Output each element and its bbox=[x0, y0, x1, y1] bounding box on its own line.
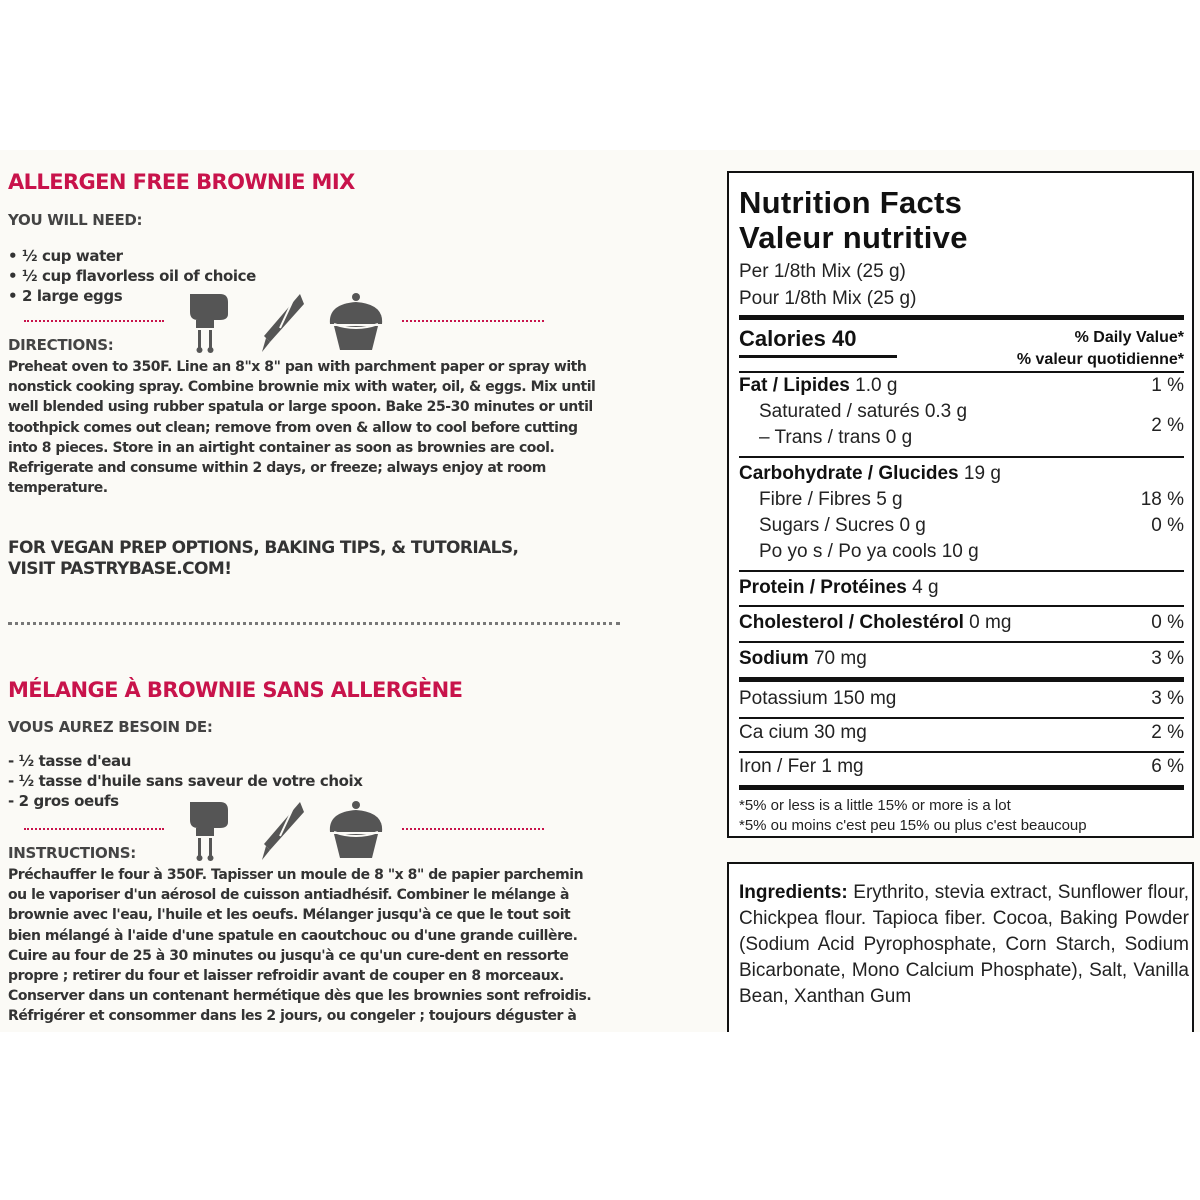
pink-dotted-divider bbox=[402, 320, 544, 322]
hand-mixer-icon bbox=[184, 798, 230, 862]
nutrient-row-saturated: Saturated / saturés 0.3 g 2 % bbox=[759, 401, 1184, 436]
nutrient-row-sodium: Sodium 70 mg 3 % bbox=[739, 648, 1184, 669]
calories-underline bbox=[739, 355, 897, 358]
nutrient-row-sugars: Sugars / Sucres 0 g 0 % bbox=[759, 515, 1184, 536]
nutrient-row-potassium: Potassium 150 mg 3 % bbox=[739, 688, 1184, 709]
piping-bag-icon bbox=[260, 798, 304, 862]
serving-size-fr: Pour 1/8th Mix (25 g) bbox=[739, 288, 917, 309]
thick-rule bbox=[739, 785, 1184, 790]
you-will-need-heading: YOU WILL NEED: bbox=[8, 211, 143, 229]
footnote-fr: *5% ou moins c'est peu 15% ou plus c'est beaucoup bbox=[739, 817, 1087, 834]
thick-rule bbox=[739, 677, 1184, 682]
list-item: - ½ tasse d'eau bbox=[8, 752, 132, 770]
list-item: • 2 large eggs bbox=[8, 287, 123, 305]
nutrient-row-iron: Iron / Fer 1 mg 6 % bbox=[739, 756, 1184, 777]
rule bbox=[739, 456, 1184, 458]
list-item: • ½ cup flavorless oil of choice bbox=[8, 267, 256, 285]
directions-heading: DIRECTIONS: bbox=[8, 336, 114, 354]
nutrient-row-protein: Protein / Protéines 4 g bbox=[739, 577, 939, 598]
piping-bag-icon bbox=[260, 290, 304, 354]
nutrition-facts-table bbox=[727, 171, 1194, 838]
prep-icons-row bbox=[180, 290, 390, 356]
website-callout: FOR VEGAN PREP OPTIONS, BAKING TIPS, & TUTORIALS, VISIT PASTRYBASE.COM! bbox=[8, 538, 519, 579]
rule bbox=[739, 641, 1184, 643]
french-title: MÉLANGE À BROWNIE SANS ALLERGÈNE bbox=[8, 678, 463, 702]
nutrient-row-trans: – Trans / trans 0 g bbox=[759, 427, 913, 448]
nutrient-row-calcium: Ca cium 30 mg 2 % bbox=[739, 722, 1184, 743]
nutrient-row-polyols: Po yo s / Po ya cools 10 g bbox=[759, 541, 979, 562]
serving-size-en: Per 1/8th Mix (25 g) bbox=[739, 261, 906, 282]
list-item: - ½ tasse d'huile sans saveur de votre choix bbox=[8, 772, 363, 790]
nutrient-row-cholesterol: Cholesterol / Cholestérol 0 mg 0 % bbox=[739, 612, 1184, 633]
cupcake-icon bbox=[326, 290, 386, 354]
ingredients-panel bbox=[727, 862, 1194, 1032]
hand-mixer-icon bbox=[184, 290, 230, 354]
calories-line: Calories 40 bbox=[739, 326, 857, 351]
pink-dotted-divider bbox=[24, 320, 164, 322]
nutrient-row-fat: Fat / Lipides 1.0 g 1 % bbox=[739, 375, 1184, 396]
pink-dotted-divider bbox=[402, 828, 544, 830]
pink-dotted-divider bbox=[24, 828, 164, 830]
nutrient-row-fibre: Fibre / Fibres 5 g 18 % bbox=[759, 489, 1184, 510]
list-item: - 2 gros oeufs bbox=[8, 792, 119, 810]
english-directions: Preheat oven to 350F. Line an 8"x 8" pan with parchment paper or spray with nonstick cooking spray. Combine brownie mix with water, oil, & eggs. Mix until well blended using rubber spatula or large spoon. Bake 25-30 minutes or until toothpick comes out clean; remove from oven & allow to cool before cutting into 8 pieces. Store in an airtight container as soon as brownies are cool. Refrigerate and consume within 2 days, or freeze; always enjoy at room temperature. bbox=[8, 359, 596, 497]
daily-value-header: % Daily Value* % valeur quotidienne* bbox=[1016, 329, 1184, 368]
french-instructions: Préchauffer le four à 350F. Tapisser un moule de 8 "x 8" de papier parchemin ou le vaporiser d'un aérosol de cuisson antiadhésif. Combiner le mélange à brownie avec l'eau, l'huile et les oeufs. Mélanger jusqu'à ce que le tout soit bien mélangé à l'aide d'une spatule en caoutchouc ou d'une grande cuillère. Cuire au four de 25 à 30 minutes ou jusqu'à ce qu'un cure-dent en ressorte propre ; retirer du four et laisser refroidir avant de couper en 8 morceaux. Conserver dans un contenant hermétique dès que les brownies sont refroidis. Réfrigérer et consommer dans les 2 jours, ou congeler ; toujours déguster à bbox=[8, 867, 592, 1025]
vous-aurez-besoin-heading: VOUS AUREZ BESOIN DE: bbox=[8, 718, 213, 736]
ingredients-text: Ingredients: Erythrito, stevia extract, Sunflower flour, Chickpea flour. Tapioca fiber. Cocoa, Baking Powder (Sodium Acid Pyrophosphate, Corn Starch, Sodium Bicarbonate, Mono Calcium Phosphate), Salt, Vanilla Bean, Xanthan Gum bbox=[739, 882, 1189, 1007]
package-label-panel bbox=[0, 150, 1200, 1032]
nutrition-title-en: Nutrition Facts bbox=[739, 185, 963, 220]
rule bbox=[739, 605, 1184, 607]
rule bbox=[739, 751, 1184, 753]
nutrient-row-carbohydrate: Carbohydrate / Glucides 19 g bbox=[739, 463, 1001, 484]
rule bbox=[739, 570, 1184, 572]
instructions-heading: INSTRUCTIONS: bbox=[8, 844, 136, 862]
nutrition-title-fr: Valeur nutritive bbox=[739, 220, 968, 255]
list-item: • ½ cup water bbox=[8, 247, 123, 265]
section-dotted-divider bbox=[8, 622, 620, 625]
cupcake-icon bbox=[326, 798, 386, 862]
rule bbox=[739, 717, 1184, 719]
rule bbox=[739, 371, 1184, 373]
thick-rule bbox=[739, 315, 1184, 320]
preparation-section bbox=[0, 150, 640, 1032]
prep-icons-row bbox=[180, 798, 390, 864]
footnote-en: *5% or less is a little 15% or more is a lot bbox=[739, 797, 1011, 814]
ingredients-label: Ingredients: bbox=[739, 882, 848, 903]
english-title: ALLERGEN FREE BROWNIE MIX bbox=[8, 170, 355, 194]
